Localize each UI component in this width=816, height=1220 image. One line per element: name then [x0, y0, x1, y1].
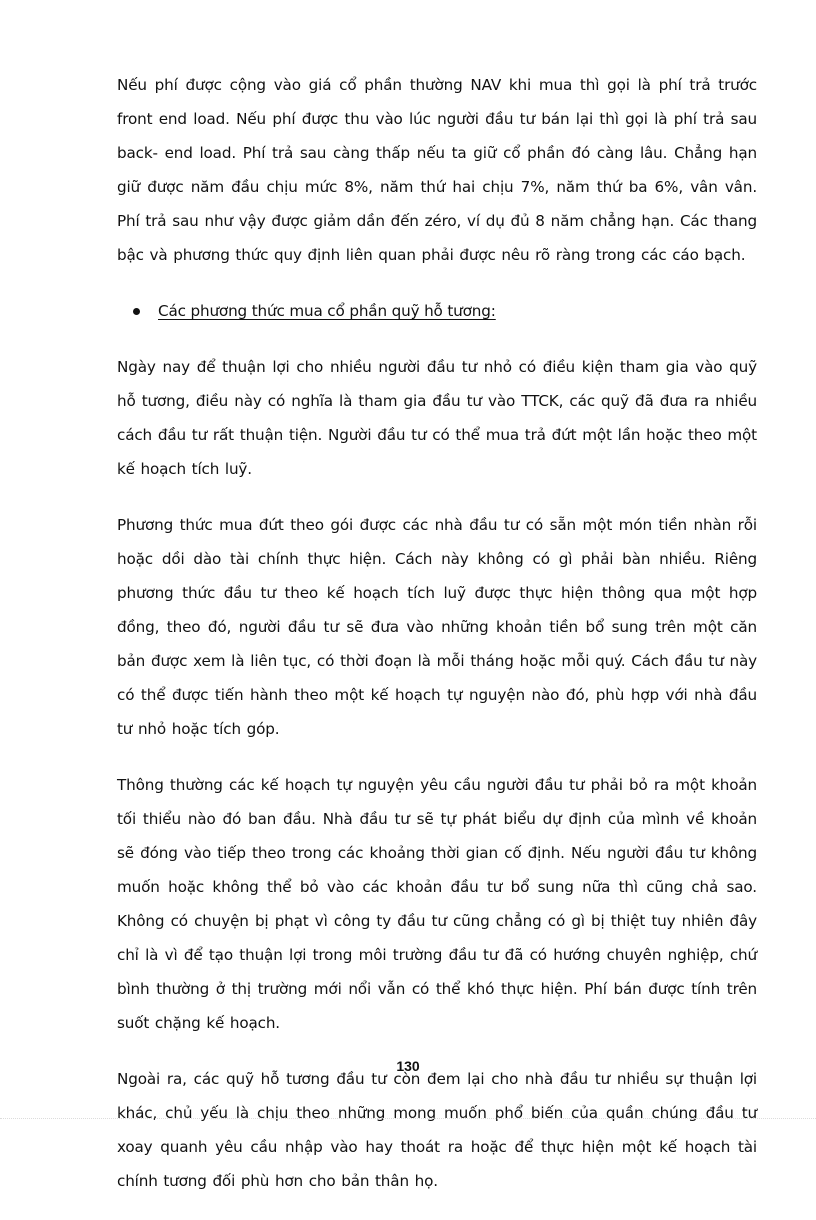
page-number: 130 — [396, 1058, 420, 1074]
bullet-item — [133, 294, 757, 328]
paragraph-lump-sum: Phương thức mua đứt theo gói được các nhà đầu tư có sẵn một món tiền nhàn rỗi hoặc dồi dào tài chính thực hiện. Cách này không có gì phải bàn nhiều. Riêng phương thức đầu tư theo kế hoạch tích luỹ được thực hiện thông qua một hợp đồng, theo đó, người đầu tư sẽ đưa vào những khoản tiền bổ sung trên một căn bản được xem là liên tục, có thời đoạn là mỗi tháng hoặc mỗi quý. Cách đầu tư này có thể được tiến hành theo một kế hoạch tự nguyện nào đó, phù hợp với nhà đầu tư nhỏ hoặc tích góp. — [117, 516, 757, 738]
page-body — [117, 68, 757, 1220]
footer-divider — [0, 1118, 816, 1119]
paragraph-intro: Ngày nay để thuận lợi cho nhiều người đầu tư nhỏ có điều kiện tham gia vào quỹ hỗ tương, điều này có nghĩa là tham gia đầu tư vào TTCK, các quỹ đã đưa ra nhiều cách đầu tư rất thuận tiện. Người đầu tư có thể mua trả đứt một lần hoặc theo một kế hoạch tích luỹ. — [117, 358, 757, 478]
paragraph-other-benefits: Ngoài ra, các quỹ hỗ tương đầu tư còn đem lại cho nhà đầu tư nhiều sự thuận lợi khác, chủ yếu là chịu theo những mong muốn phổ biến của quần chúng đầu tư xoay quanh yêu cầu nhập vào hay thoát ra hoặc để thực hiện một kế hoạch tài chính tương đối phù hơn cho bản thân họ. — [117, 1070, 757, 1190]
paragraph-fee-load: Nếu phí được cộng vào giá cổ phần thường NAV khi mua thì gọi là phí trả trước front end load. Nếu phí được thu vào lúc người đầu tư bán lại thì gọi là phí trả sau back- end load. Phí trả sau càng thấp nếu ta giữ cổ phần đó càng lâu. Chẳng hạn giữ được năm đầu chịu mức 8%, năm thứ hai chịu 7%, năm thứ ba 6%, vân vân. Phí trả sau như vậy được giảm dần đến zéro, ví dụ đủ 8 năm chẳng hạn. Các thang bậc và phương thức quy định liên quan phải được nêu rõ ràng trong các cáo bạch. — [117, 76, 757, 264]
paragraph-voluntary-plan: Thông thường các kế hoạch tự nguyện yêu cầu người đầu tư phải bỏ ra một khoản tối thiểu nào đó ban đầu. Nhà đầu tư sẽ tự phát biểu dự định của mình về khoản sẽ đóng vào tiếp theo trong các khoảng thời gian cố định. Nếu người đầu tư không muốn hoặc không thể bỏ vào các khoản đầu tư bổ sung nữa thì cũng chả sao. Không có chuyện bị phạt vì công ty đầu tư cũng chẳng có gì bị thiệt tuy nhiên đây chỉ là vì để tạo thuận lợi trong môi trường đầu tư đã có hướng chuyên nghiệp, chứ bình thường ở thị trường mới nổi vẫn có thể khó thực hiện. Phí bán được tính trên suốt chặng kế hoạch. — [117, 776, 757, 1032]
bullet-heading: Các phương thức mua cổ phần quỹ hỗ tương: — [158, 302, 496, 320]
bullet-dot-icon — [133, 308, 140, 315]
